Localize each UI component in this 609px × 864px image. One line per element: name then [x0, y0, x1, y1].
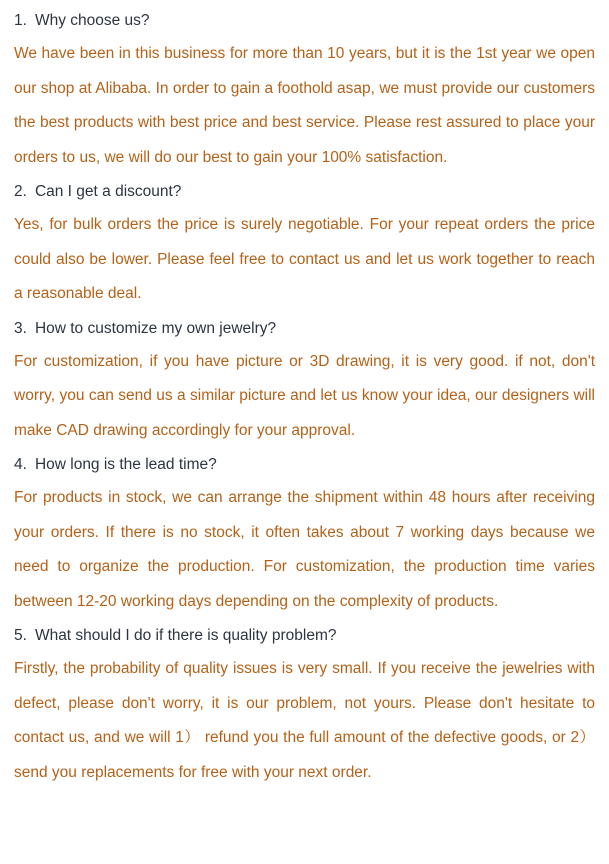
faq-question-text: What should I do if there is quality problem?: [34, 627, 337, 644]
faq-question-text: How long is the lead time?: [34, 456, 217, 473]
faq-answer-4: For products in stock, we can arrange the shipment within 48 hours after receiving your orders. If there is no stock, it often takes about 7 working days because we need to organize the production. For customization, the production time varies between 12-20 working days depending on the complexity of products.: [14, 489, 595, 610]
faq-answer-5: Firstly, the probability of quality issues is very small. If you receive the jewelries with defect, please don't worry, it is our problem, not yours. Please don't hesitate to contact us, and we will 1） refund you the full amount of the defective goods, or 2） send you replacements for free with your next order.: [14, 660, 595, 781]
faq-number: 5.: [14, 627, 27, 644]
faq-question-5: [14, 619, 595, 652]
faq-question-2: [14, 175, 595, 208]
faq-number: 4.: [14, 456, 27, 473]
faq-question-4: [14, 448, 595, 481]
faq-answer-2: Yes, for bulk orders the price is surely negotiable. For your repeat orders the price could also be lower. Please feel free to contact us and let us work together to reach a reasonable deal.: [14, 216, 595, 302]
faq-question-text: Can I get a discount?: [34, 183, 182, 200]
faq-question-text: How to customize my own jewelry?: [34, 319, 277, 337]
faq-answer-1: We have been in this business for more than 10 years, but it is the 1st year we open our shop at Alibaba. In order to gain a foothold asap, we must provide our customers the best products with best price and best service. Please rest assured to place your orders to us, we will do our best to gain your 100% satisfaction.: [14, 45, 595, 166]
faq-question-text: Why choose us?: [34, 12, 150, 29]
faq-number: 1.: [14, 12, 27, 29]
faq-question-1: [14, 4, 595, 37]
faq-number: 2.: [14, 183, 27, 200]
faq-answer-3: For customization, if you have picture or 3D drawing, it is very good. if not, don't worry, you can send us a similar picture and let us know your idea, our designers will make CAD drawing accordingly for your approval.: [14, 352, 595, 439]
faq-number: 3.: [14, 319, 27, 337]
faq-question-3: [14, 312, 595, 345]
